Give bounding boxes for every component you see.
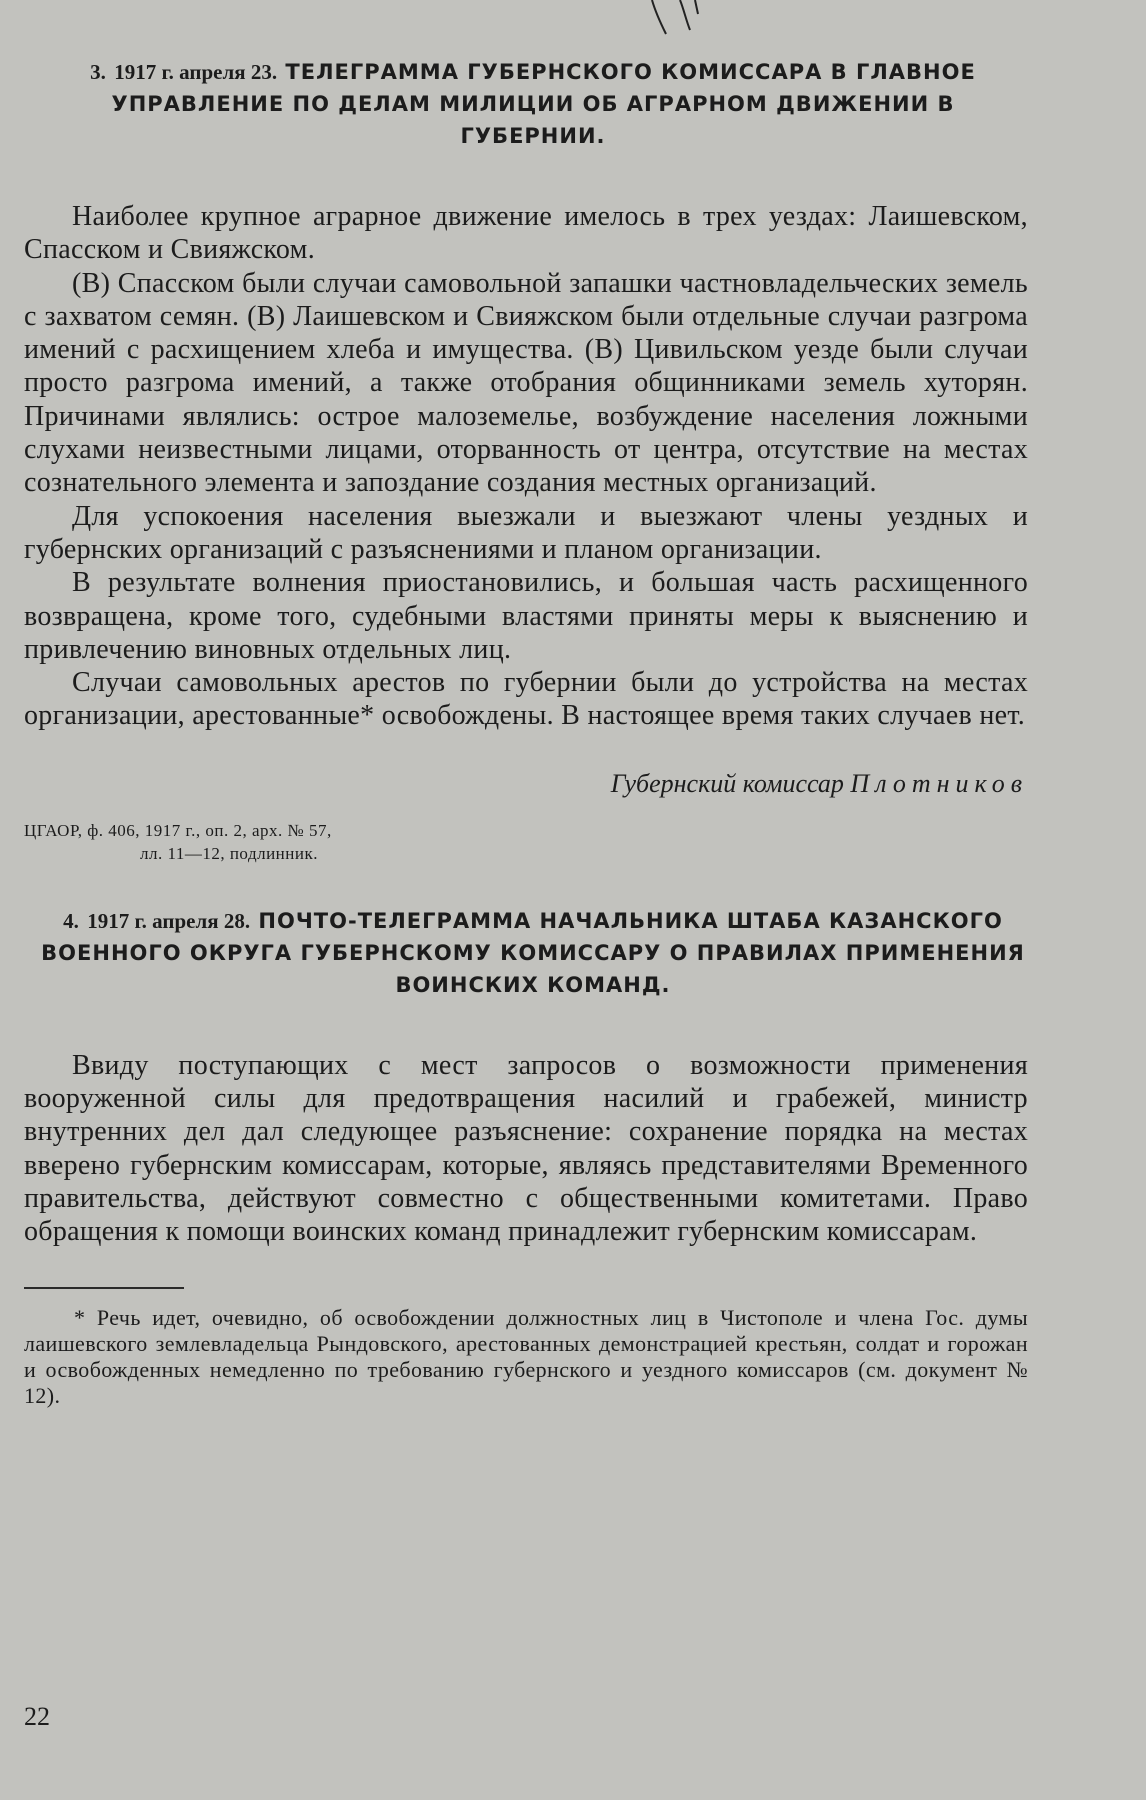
- document-4: [24, 905, 1028, 1249]
- document-3-paragraph-5: Случаи самовольных арестов по губернии были до устройства на местах организации, арестованные* освобождены. В настоящее время таких случаев нет.: [24, 667, 1028, 732]
- document-3-title: ТЕЛЕГРАММА ГУБЕРНСКОГО КОМИССАРА В ГЛАВНОЕ УПРАВЛЕНИЕ ПО ДЕЛАМ МИЛИЦИИ ОБ АГРАРНОМ ДВИЖЕНИИ В ГУБЕРНИИ.: [111, 60, 976, 148]
- document-3-paragraph-3: Для успокоения населения выезжали и выезжают члены уездных и губернских организаций с разъяснениями и планом организации.: [24, 500, 1028, 565]
- archive-ref-line-2: лл. 11—12, подлинник.: [140, 843, 318, 863]
- footnote: * Речь идет, очевидно, об освобождении должностных лиц в Чистополе и члена Гос. думы лаишевского землевладельца Рындовского, арестованных демонстрацией крестьян, солдат и горожан и освобожденных немедленно по требованию губернского и уездного комиссаров (см. документ № 12).: [24, 1304, 1028, 1408]
- document-3-paragraph-2: (В) Спасском были случаи самовольной запашки частновладельческих земель с захватом семян. (В) Лаишевском и Свияжском были отдельные случаи разгрома имений с расхищением хлеба и имущества. (В) Цивильском уезде были случаи просто разгрома имений, а также отобрания общинниками земель хуторян. Причинами являлись: острое малоземелье, возбуждение населения ложными слухами неизвестными лицами, оторванность от центра, отсутствие на местах сознательного элемента и запоздание создания местных организаций.: [24, 267, 1028, 499]
- document-4-title: ПОЧТО-ТЕЛЕГРАММА НАЧАЛЬНИКА ШТАБА КАЗАНСКОГО ВОЕННОГО ОКРУГА ГУБЕРНСКОМУ КОМИССАРУ О ПРАВИЛАХ ПРИМЕНЕНИЯ ВОИНСКИХ КОМАНД.: [41, 908, 1025, 997]
- document-4-number: 4.: [63, 908, 79, 933]
- document-3-archive-reference: [24, 819, 1028, 865]
- signature-name: Плотников: [850, 768, 1028, 798]
- document-3: [24, 56, 1028, 865]
- document-4-heading: [38, 905, 1028, 1001]
- document-3-heading: [38, 56, 1028, 152]
- document-3-paragraph-4: В результате волнения приостановились, и большая часть расхищенного возвращена, кроме того, судебными властями приняты меры к выяснению и привлечению виновных отдельных лиц.: [24, 567, 1028, 665]
- page-number: 22: [24, 1702, 50, 1731]
- handwritten-ink-mark: [640, 0, 730, 60]
- document-3-number: 3.: [90, 60, 106, 84]
- document-4-date: 1917 г. апреля 28.: [87, 908, 251, 933]
- document-3-paragraph-1: Наиболее крупное аграрное движение имелось в трех уездах: Лаишевском, Спасском и Свияжском.: [24, 201, 1028, 266]
- document-3-signature: [24, 769, 1028, 799]
- signature-role: Губернский комиссар: [610, 768, 844, 798]
- document-4-paragraph-1: Ввиду поступающих с мест запросов о возможности применения вооруженной силы для предотвращения насилий и грабежей, министр внутренних дел дал следующее разъяснение: сохранение порядка на местах вверено губернским комиссарам, которые, являясь представителями Временного правительства, действуют совместно с общественными комитетами. Право обращения к помощи воинских команд принадлежит губернским комиссарам.: [24, 1049, 1028, 1248]
- archive-ref-line-1: ЦГАОР, ф. 406, 1917 г., оп. 2, арх. № 57,: [24, 820, 332, 840]
- document-3-date: 1917 г. апреля 23.: [114, 60, 278, 84]
- footnote-divider: [24, 1287, 184, 1289]
